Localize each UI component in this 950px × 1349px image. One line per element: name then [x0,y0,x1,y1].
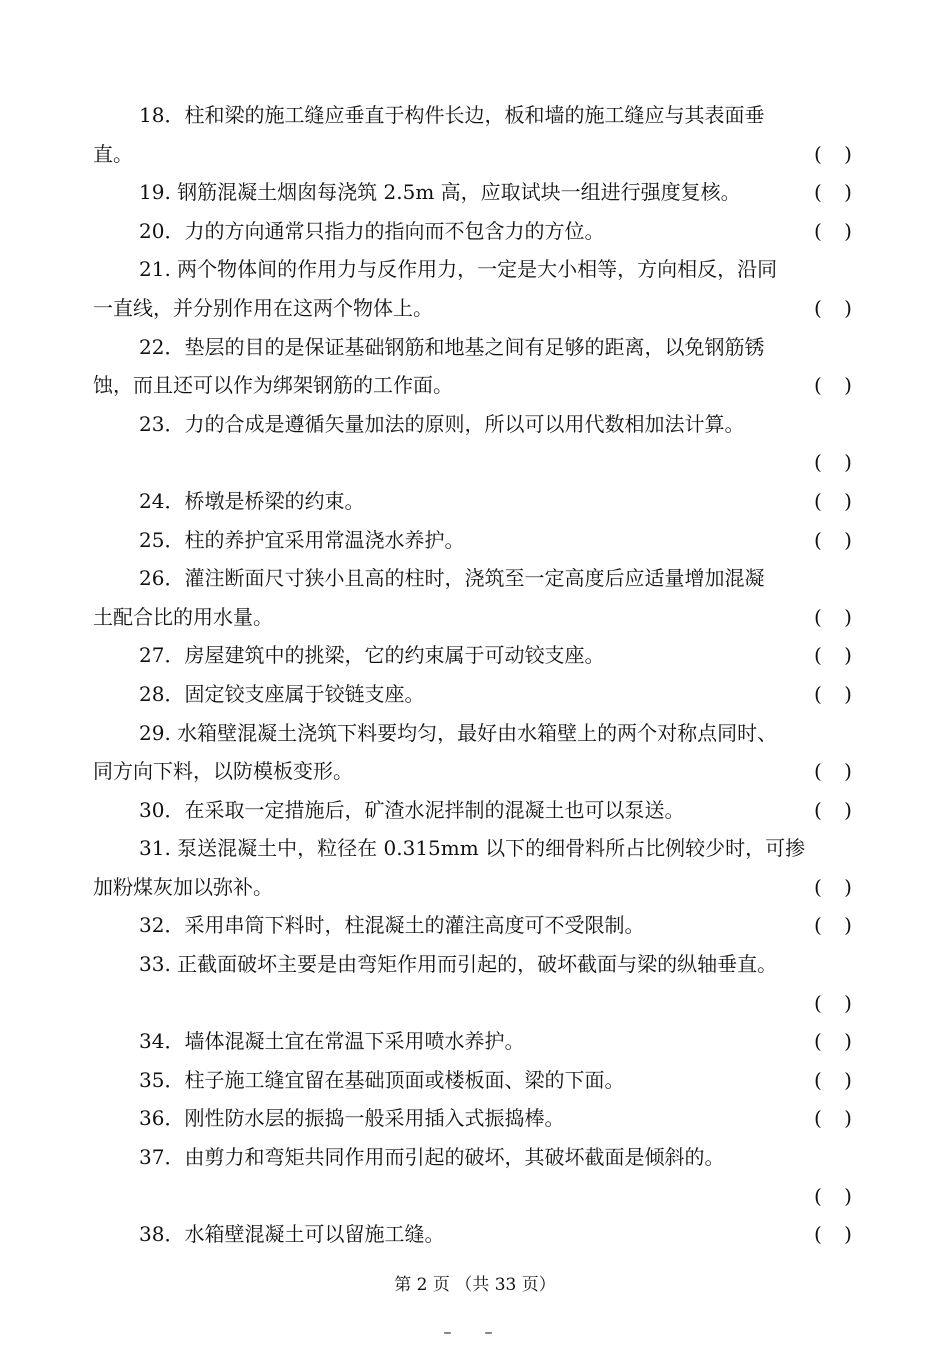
question-line [93,559,858,598]
question-text: 加粉煤灰加以弥补。 [93,874,273,899]
question-item [93,482,858,521]
answer-parentheses: ( ) [814,450,860,475]
question-text: 26．灌注断面尺寸狭小且高的柱时，浇筑至一定高度后应适量增加混凝 [139,566,765,591]
question-item [93,791,858,830]
question-text: 蚀，而且还可以作为绑架钢筋的工作面。 [93,373,453,398]
question-line [93,405,858,444]
question-item [93,405,858,482]
question-item [93,521,858,560]
question-line [93,1061,858,1100]
question-line [93,173,858,212]
question-item [93,906,858,945]
question-line [93,598,858,637]
question-text: 同方向下料，以防模板变形。 [93,759,353,784]
question-line [93,96,858,135]
question-item [93,1022,858,1061]
question-text: 35．柱子施工缝宜留在基础顶面或楼板面、梁的下面。 [139,1067,625,1092]
question-text: 32．采用串筒下料时，柱混凝土的灌注高度可不受限制。 [139,913,645,938]
answer-parentheses: ( ) [814,295,860,320]
answer-parentheses: ( ) [814,488,860,513]
question-text: 25．柱的养护宜采用常温浇水养护。 [139,527,465,552]
answer-parentheses: ( ) [814,180,860,205]
question-text: 23．力的合成是遵循矢量加法的原则，所以可以用代数相加法计算。 [139,411,745,436]
answer-parentheses: ( ) [814,1183,860,1208]
answer-parentheses: ( ) [814,643,860,668]
question-line [93,135,858,174]
question-line [93,945,858,984]
question-text: 21. 两个物体间的作用力与反作用力，一定是大小相等，方向相反，沿同 [139,257,778,282]
question-item [93,212,858,251]
question-line [93,289,858,328]
answer-parentheses: ( ) [814,681,860,706]
question-line [93,328,858,367]
question-text: 土配合比的用水量。 [93,604,273,629]
answer-parentheses: ( ) [814,1067,860,1092]
bottom-mark: – – [443,1322,507,1341]
question-line [93,443,858,482]
answer-parentheses: ( ) [814,218,860,243]
answer-parentheses: ( ) [814,604,860,629]
question-line [93,906,858,945]
question-line [93,636,858,675]
question-line [93,791,858,830]
question-text: 一直线，并分别作用在这两个物体上。 [93,295,433,320]
question-text: 29. 水箱壁混凝土浇筑下料要均匀，最好由水箱壁上的两个对称点同时、 [139,720,778,745]
question-item [93,829,858,906]
answer-parentheses: ( ) [814,1222,860,1247]
answer-parentheses: ( ) [814,913,860,938]
question-text: 直。 [93,141,133,166]
question-line [93,868,858,907]
question-line [93,521,858,560]
question-text: 31. 泵送混凝土中，粒径在 0.315mm 以下的细骨料所占比例较少时，可掺 [139,836,806,861]
question-text: 20．力的方向通常只指力的指向而不包含力的方位。 [139,218,605,243]
answer-parentheses: ( ) [814,141,860,166]
question-item [93,173,858,212]
question-text: 19. 钢筋混凝土烟囱每浇筑 2.5m 高，应取试块一组进行强度复核。 [139,180,741,205]
question-item [93,1215,858,1254]
page-footer: 第 2 页 （共 33 页） [394,1275,556,1295]
question-item [93,96,858,173]
question-item [93,1061,858,1100]
question-item [93,1138,858,1215]
question-item [93,250,858,327]
question-text: 30．在采取一定措施后，矿渣水泥拌制的混凝土也可以泵送。 [139,797,685,822]
question-line [93,752,858,791]
question-item [93,559,858,636]
question-line [93,829,858,868]
question-text: 27．房屋建筑中的挑梁，它的约束属于可动铰支座。 [139,643,605,668]
question-line [93,675,858,714]
question-item [93,328,858,405]
question-line [93,366,858,405]
question-item [93,714,858,791]
question-line [93,250,858,289]
answer-parentheses: ( ) [814,874,860,899]
question-line [93,212,858,251]
answer-parentheses: ( ) [814,1029,860,1054]
question-line [93,1022,858,1061]
answer-parentheses: ( ) [814,527,860,552]
question-text: 33. 正截面破坏主要是由弯矩作用而引起的，破坏截面与梁的纵轴垂直。 [139,952,778,977]
question-line [93,482,858,521]
question-line [93,1177,858,1216]
answer-parentheses: ( ) [814,759,860,784]
question-text: 28．固定铰支座属于铰链支座。 [139,681,425,706]
question-line [93,1138,858,1177]
question-text: 37．由剪力和弯矩共同作用而引起的破坏，其破坏截面是倾斜的。 [139,1145,725,1170]
question-item [93,1099,858,1138]
question-text: 24．桥墩是桥梁的约束。 [139,488,365,513]
question-line [93,1099,858,1138]
question-item [93,675,858,714]
question-item [93,945,858,1022]
question-line [93,984,858,1023]
question-line [93,1215,858,1254]
question-list [93,96,858,1254]
answer-parentheses: ( ) [814,373,860,398]
answer-parentheses: ( ) [814,1106,860,1131]
answer-parentheses: ( ) [814,990,860,1015]
question-text: 34．墙体混凝土宜在常温下采用喷水养护。 [139,1029,525,1054]
question-text: 38．水箱壁混凝土可以留施工缝。 [139,1222,445,1247]
question-item [93,636,858,675]
question-text: 22．垫层的目的是保证基础钢筋和地基之间有足够的距离，以免钢筋锈 [139,334,765,359]
question-text: 36．刚性防水层的振捣一般采用插入式振捣棒。 [139,1106,565,1131]
question-text: 18．柱和梁的施工缝应垂直于构件长边，板和墙的施工缝应与其表面垂 [139,103,765,127]
question-line [93,714,858,753]
answer-parentheses: ( ) [814,797,860,822]
